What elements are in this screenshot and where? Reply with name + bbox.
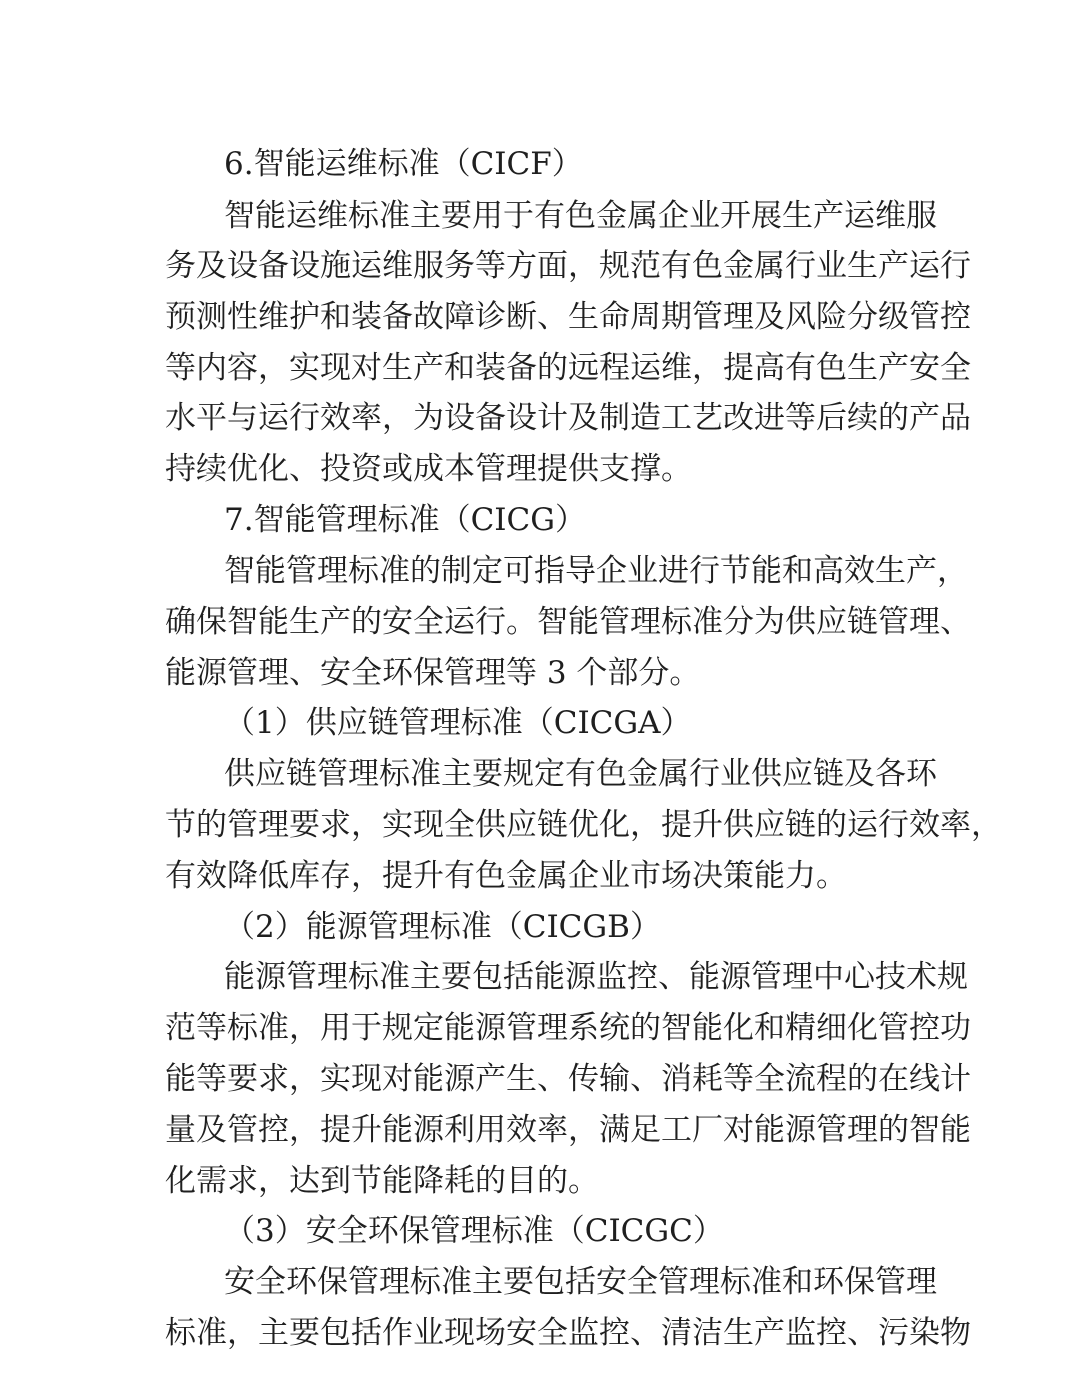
subsection-heading-7-3: （3）安全环保管理标准（CICGC） — [224, 1213, 724, 1249]
paragraph-line: 标准，主要包括作业现场安全监控、清洁生产监控、污染物 — [165, 1315, 971, 1351]
paragraph-line: 能等要求，实现对能源产生、传输、消耗等全流程的在线计 — [165, 1061, 971, 1097]
paragraph-line: 水平与运行效率，为设备设计及制造工艺改进等后续的产品 — [165, 400, 971, 436]
subsection-heading-7-2: （2）能源管理标准（CICGB） — [224, 909, 661, 945]
section-heading-7: 7.智能管理标准（CICG） — [224, 502, 587, 538]
paragraph-line: 能源管理、安全环保管理等 3 个部分。 — [165, 655, 701, 691]
paragraph-line: 化需求，达到节能降耗的目的。 — [165, 1163, 599, 1199]
paragraph-line: 务及设备设施运维服务等方面，规范有色金属行业生产运行 — [165, 248, 971, 284]
paragraph-line: 智能管理标准的制定可指导企业进行节能和高效生产， — [224, 553, 968, 589]
subsection-heading-7-1: （1）供应链管理标准（CICGA） — [224, 705, 692, 741]
paragraph-line: 预测性维护和装备故障诊断、生命周期管理及风险分级管控 — [165, 299, 971, 335]
paragraph-line: 供应链管理标准主要规定有色金属行业供应链及各环 — [224, 756, 937, 792]
paragraph-line: 范等标准，用于规定能源管理系统的智能化和精细化管控功 — [165, 1010, 971, 1046]
paragraph-line: 节的管理要求，实现全供应链优化，提升供应链的运行效率， — [165, 807, 1002, 843]
paragraph-line: 能源管理标准主要包括能源监控、能源管理中心技术规 — [224, 959, 968, 995]
paragraph-line: 确保智能生产的安全运行。智能管理标准分为供应链管理、 — [165, 604, 971, 640]
paragraph-line: 等内容，实现对生产和装备的远程运维，提高有色生产安全 — [165, 350, 971, 386]
paragraph-line: 安全环保管理标准主要包括安全管理标准和环保管理 — [224, 1264, 937, 1300]
paragraph-line: 持续优化、投资或成本管理提供支撑。 — [165, 451, 692, 487]
paragraph-line: 量及管控，提升能源利用效率，满足工厂对能源管理的智能 — [165, 1112, 971, 1148]
paragraph-line: 有效降低库存，提升有色金属企业市场决策能力。 — [165, 858, 847, 894]
section-heading-6: 6.智能运维标准（CICF） — [224, 146, 583, 182]
paragraph-line: 智能运维标准主要用于有色金属企业开展生产运维服 — [224, 198, 937, 234]
